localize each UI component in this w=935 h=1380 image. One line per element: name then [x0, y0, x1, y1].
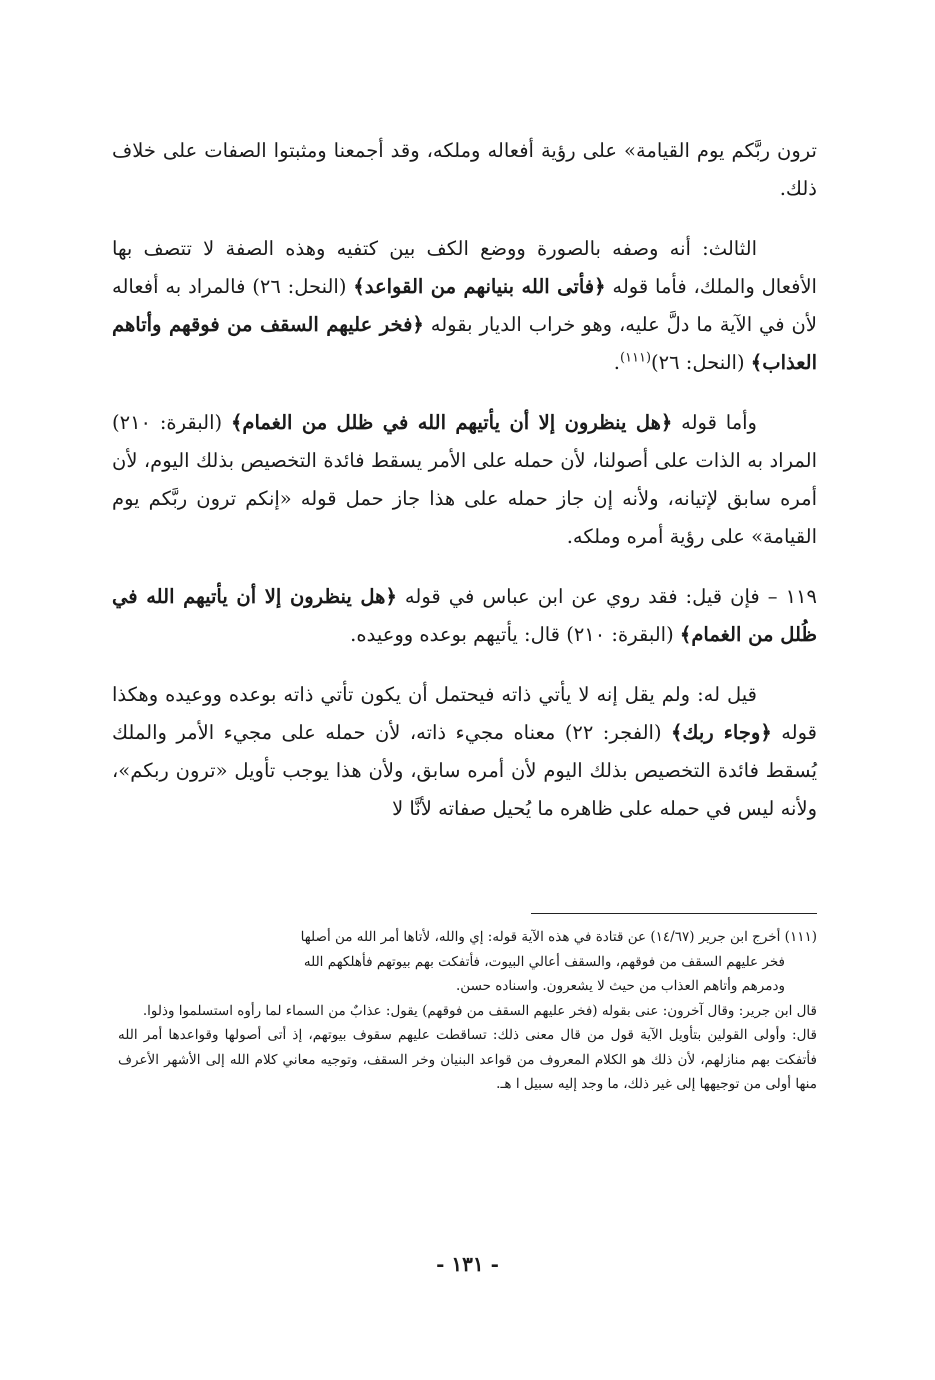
paragraph-5-end: (الفجر: ٢٢) معناه مجيء ذاته، لأن حمله على مجيء الأمر والملك يُسقط فائدة التخصيص بذلك اليوم لأن أمره سابق، ولأن هذا يوجب تأويل «ترون ربكم»، ولأنه ليس في حمله على ظاهره ما يُحيل صفاته لأنَّا لا: [112, 721, 817, 820]
quran-verse: ﴿وجاء ربك﴾: [671, 721, 772, 744]
footnote-line: ودمرهم وأتاهم العذاب من حيث لا يشعرون. واسناده حسن.: [456, 978, 785, 994]
quran-verse: ﴿هل ينظرون إلا أن يأتيهم الله في ظلل من الغمام﴾: [230, 411, 673, 434]
paragraph-3-start: وأما قوله: [672, 411, 757, 434]
paragraph-5-start: قيل له: ولم يقل إنه لا يأتي ذاته فيحتمل أن يكون تأتي ذاته بوعده ووعيده وهكذا قوله: [112, 683, 817, 744]
paragraph-1: [112, 132, 817, 208]
paragraph-4: [112, 578, 817, 654]
paragraph-5: [112, 676, 817, 828]
footnote-line: (١١١) أخرج ابن جرير (١٤/٦٧) عن قتادة في هذه الآية قوله: إي والله، لأتاها أمر الله من أصلها: [300, 929, 817, 945]
footnote-reference: (١١١): [619, 350, 652, 366]
quran-verse: ﴿فأتى الله بنيانهم من القواعد﴾: [353, 275, 606, 298]
paragraph-2-end: (النحل: ٢٦): [651, 351, 751, 374]
quran-verse: ﴿هل ينظرون إلا أن يأتيهم الله في ظُلل من الغمام﴾: [112, 585, 817, 646]
main-text: [112, 132, 817, 850]
paragraph-4-end: (البقرة: ٢١٠) قال: يأتيهم بوعده ووعيده.: [350, 623, 680, 646]
paragraph-2-tail: .: [613, 351, 620, 374]
paragraph-4-start: ١١٩ – فإن قيل: فقد روي عن ابن عباس في قوله: [396, 585, 817, 608]
quran-verse: ﴿فخر عليهم السقف من فوقهم وأتاهم العذاب﴾: [112, 313, 817, 374]
footnote-line: فخر عليهم السقف من فوقهم، والسقف أعالي البيوت، فأتفكت بهم بيوتهم فأهلكهم الله: [303, 953, 785, 970]
paragraph-1-text: ترون ربَّكم يوم القيامة» على رؤية أفعاله وملكه، وقد أجمعنا ومثبتوا الصفات على خلاف ذلك.: [112, 139, 817, 200]
paragraph-2-start: الثالث: أنه وصفه بالصورة ووضع الكف بين كتفيه وهذه الصفة لا تتصف بها الأفعال والملك، فأما قوله: [112, 237, 817, 298]
paragraph-2-middle: (النحل: ٢٦) فالمراد به أفعاله لأن في الآية ما دلَّ عليه، وهو خراب الديار بقوله: [112, 275, 817, 336]
footnote-line: قال: وأولى القولين بتأويل الآية قول من قال معنى ذلك: تساقطت عليهم سقوف بيوتهم، إذ أتى أصولها وقواعدها أمر الله فأتفكت بهم منازلهم، لأن ذلك هو الكلام المعروف من قواعد البنيان وخر السقف، وتوجيه معاني كلام الله إلى الأشهر الأعرف منها أولى من توجيهها إلى غير ذلك، ما وجد إليه سبيل ا هـ.: [118, 1027, 817, 1092]
paragraph-2: [112, 230, 817, 382]
footnotes: [118, 925, 817, 1097]
footnote-divider: [531, 913, 817, 914]
footnote-line: قال ابن جرير: وقال آخرون: عنى بقوله (فخر عليهم السقف من فوقهم) يقول: عذابٌ من السماء لما رأوه استسلموا وذلوا.: [142, 1002, 817, 1019]
paragraph-3-end: (البقرة: ٢١٠) المراد به الذات على أصولنا، لأن حمله على الأمر يسقط فائدة التخصيص بذلك اليوم، لأن أمره سابق لإتيانه، ولأنه إن جاز حمله على هذا جاز حمل قوله «إنكم ترون ربَّكم يوم القيامة» على رؤية أمره وملكه.: [112, 411, 817, 548]
page-number: - ١٣١ -: [436, 1252, 499, 1276]
paragraph-3: [112, 404, 817, 556]
